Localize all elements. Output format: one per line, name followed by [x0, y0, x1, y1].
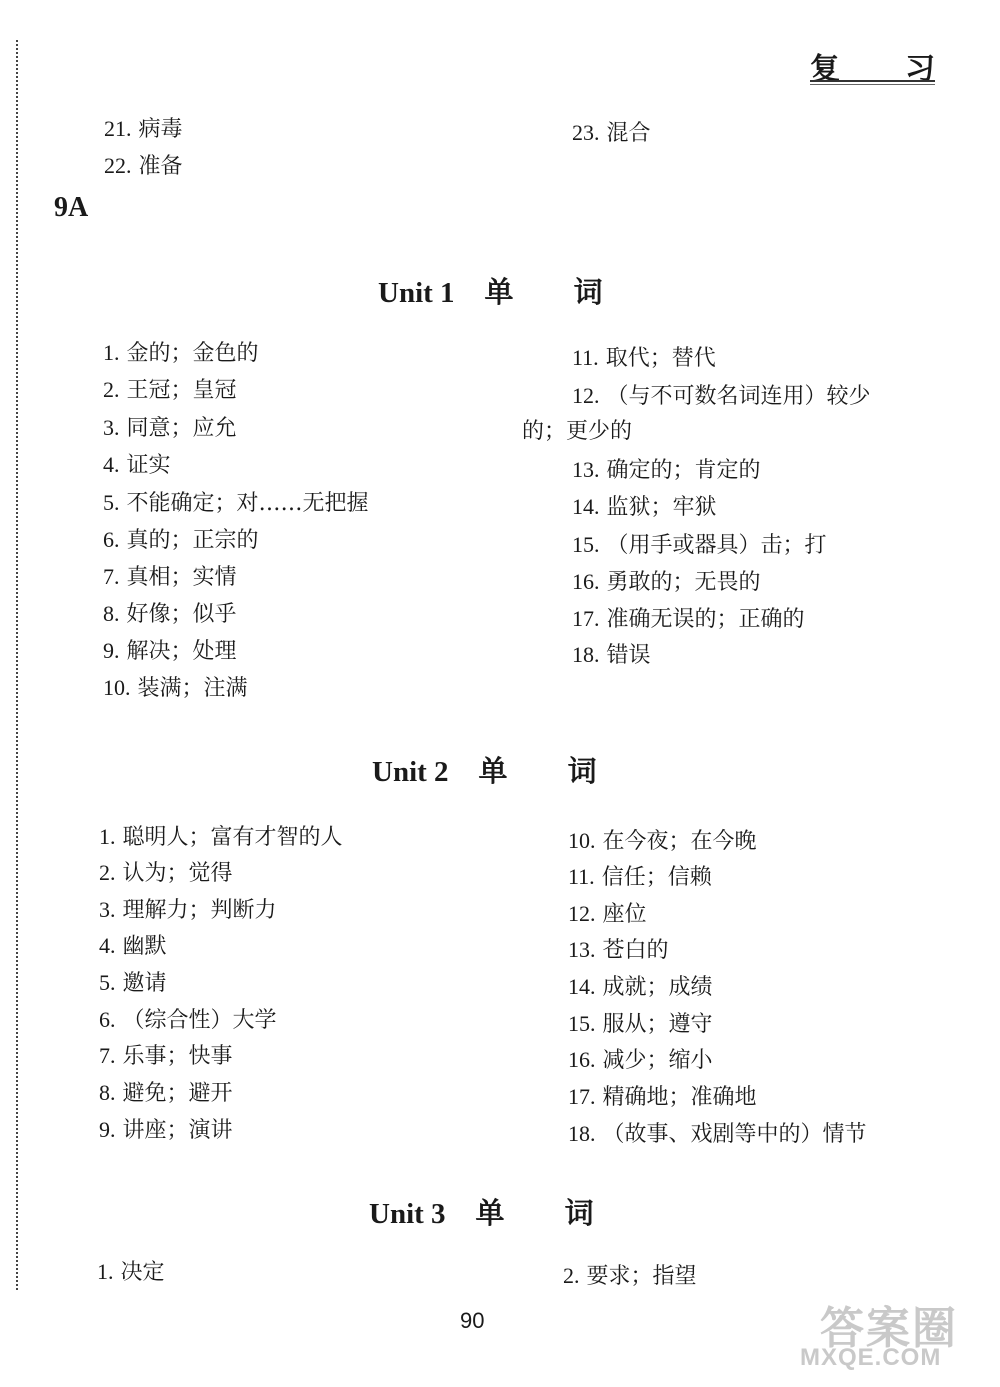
header-underline-thin: [810, 84, 935, 85]
list-item: 3. 同意；应允: [103, 415, 237, 441]
list-item: 16. 减少；缩小: [568, 1047, 713, 1073]
list-item: 5. 邀请: [99, 970, 167, 996]
list-item: 22. 准备: [104, 153, 183, 179]
list-item: 18. 错误: [572, 642, 651, 668]
list-item: 8. 好像；似乎: [103, 601, 237, 627]
grade-heading: 9A: [54, 192, 89, 223]
list-item: 15. （用手或器具）击；打: [572, 532, 827, 558]
list-item: 13. 苍白的: [568, 937, 669, 963]
watermark-text-cn: 答案圈: [820, 1304, 958, 1353]
list-item: 18. （故事、戏剧等中的）情节: [568, 1121, 867, 1147]
list-item: 7. 真相；实情: [103, 564, 237, 590]
list-item: 1. 聪明人；富有才智的人: [99, 824, 343, 850]
list-item: 10. 装满；注满: [103, 675, 248, 701]
unit-2-title: Unit 2 单 词: [372, 756, 597, 788]
list-item: 1. 金的；金色的: [103, 340, 259, 366]
list-item: 4. 证实: [103, 452, 171, 478]
header-underline: [810, 80, 935, 82]
list-item: 2. 要求；指望: [563, 1263, 697, 1289]
section-header-char-2: 习: [905, 52, 935, 87]
list-item: 11. 信任；信赖: [568, 864, 712, 890]
list-item: 16. 勇敢的；无畏的: [572, 569, 761, 595]
list-item: 17. 准确无误的；正确的: [572, 606, 805, 632]
list-item: 2. 王冠；皇冠: [103, 377, 237, 403]
site-watermark: [770, 1292, 990, 1382]
list-item: 9. 讲座；演讲: [99, 1117, 233, 1143]
list-item: 12. （与不可数名词连用）较少: [572, 383, 871, 409]
list-item: 15. 服从；遵守: [568, 1011, 713, 1037]
list-item: 23. 混合: [572, 120, 651, 146]
list-item: 14. 监狱；牢狱: [572, 494, 717, 520]
list-item: 2. 认为；觉得: [99, 860, 233, 886]
section-header-char-1: 复: [810, 52, 840, 87]
list-item: 12. 座位: [568, 901, 647, 927]
list-item: 9. 解决；处理: [103, 638, 237, 664]
list-item: 6. 真的；正宗的: [103, 527, 259, 553]
unit-1-title: Unit 1 单 词: [378, 277, 603, 309]
list-item: 11. 取代；替代: [572, 345, 716, 371]
list-item: 8. 避免；避开: [99, 1080, 233, 1106]
list-item: 6. （综合性）大学: [99, 1007, 277, 1033]
list-item: 4. 幽默: [99, 933, 167, 959]
list-item: 1. 决定: [97, 1259, 165, 1285]
list-item: 10. 在今夜；在今晚: [568, 828, 757, 854]
list-item: 17. 精确地；准确地: [568, 1084, 757, 1110]
unit-3-title: Unit 3 单 词: [369, 1198, 594, 1230]
list-item: 21. 病毒: [104, 116, 183, 142]
list-item: 5. 不能确定；对……无把握: [103, 490, 369, 516]
list-item: 14. 成就；成绩: [568, 974, 713, 1000]
list-item: 7. 乐事；快事: [99, 1043, 233, 1069]
list-item-continued: 的；更少的: [522, 419, 633, 444]
list-item: 13. 确定的；肯定的: [572, 457, 761, 483]
list-item: 3. 理解力；判断力: [99, 897, 277, 923]
watermark-text-en: MXQE.COM: [800, 1344, 942, 1371]
page-number: 90: [460, 1308, 485, 1333]
binding-margin-dots: [16, 40, 18, 1290]
